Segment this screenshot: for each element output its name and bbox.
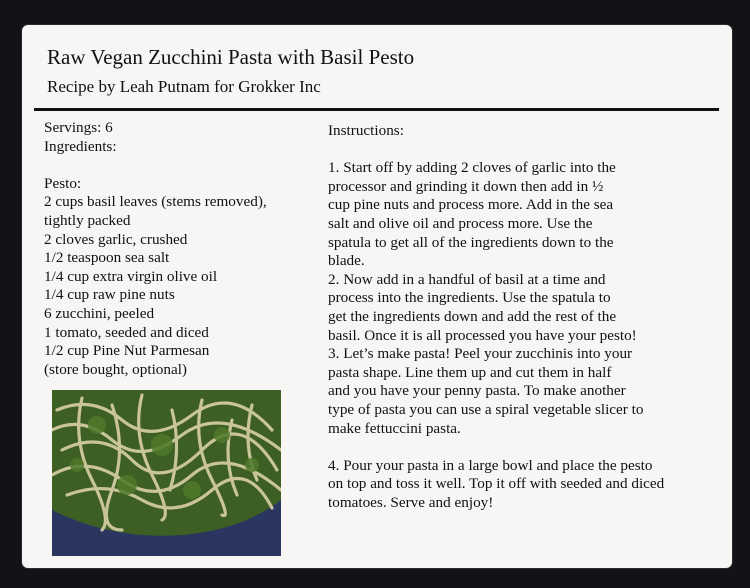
ingredient-line: 6 zucchini, peeled — [44, 304, 155, 322]
pesto-heading: Pesto: — [44, 174, 82, 192]
instruction-step: 4. Pour your pasta in a large bowl and place the pesto on top and toss it well. Top it off with seeded and diced tomatoes. Serve and enjoy! — [328, 456, 665, 511]
spacer — [328, 141, 723, 160]
ingredient-line: 1/4 cup raw pine nuts — [44, 286, 175, 304]
zucchini-pasta-photo-icon — [52, 390, 281, 556]
pasta-illustration — [52, 390, 281, 556]
ingredient-line: 2 cups basil leaves (stems removed), — [44, 193, 267, 211]
ingredient-line: 1 tomato, seeded and diced — [44, 323, 209, 341]
recipe-title: Raw Vegan Zucchini Pasta with Basil Pesto — [47, 45, 415, 69]
instructions-column — [328, 122, 723, 512]
spacer — [328, 438, 723, 457]
ingredients-heading: Ingredients: — [44, 137, 117, 155]
instruction-step: 3. Let’s make pasta! Peel your zucchinis into your pasta shape. Line them up and cut them in half and you have your penny pasta. To make another type of pasta you can use a spiral vegetable slicer to make fettuccini pasta. — [328, 345, 644, 437]
ingredients-column — [44, 119, 319, 379]
recipe-byline: Recipe by Leah Putnam for Grokker Inc — [47, 77, 321, 96]
title-divider — [34, 108, 719, 111]
ingredient-line: 1/4 cup extra virgin olive oil — [44, 267, 218, 285]
ingredient-line: 1/2 teaspoon sea salt — [44, 249, 170, 267]
ingredient-line: 2 cloves garlic, crushed — [44, 230, 188, 248]
instruction-step: 2. Now add in a handful of basil at a time and process into the ingredients. Use the spatula to get the ingredients down and add the rest of the basil. Once it is all processed you have your pesto! — [328, 270, 637, 344]
ingredient-line: 1/2 cup Pine Nut Parmesan — [44, 342, 210, 360]
instruction-step: 1. Start off by adding 2 cloves of garlic into the processor and grinding it down then add in ½ cup pine nuts and process more. Add in the sea salt and olive oil and process more. Use the spatula to get all of the ingredients down to the blade. — [328, 159, 616, 270]
ingredient-line: (store bought, optional) — [44, 360, 187, 378]
instructions-heading: Instructions: — [328, 122, 404, 139]
recipe-card — [22, 25, 732, 568]
spacer — [44, 156, 319, 175]
ingredient-line: tightly packed — [44, 211, 131, 229]
servings-text: Servings: 6 — [44, 119, 113, 136]
